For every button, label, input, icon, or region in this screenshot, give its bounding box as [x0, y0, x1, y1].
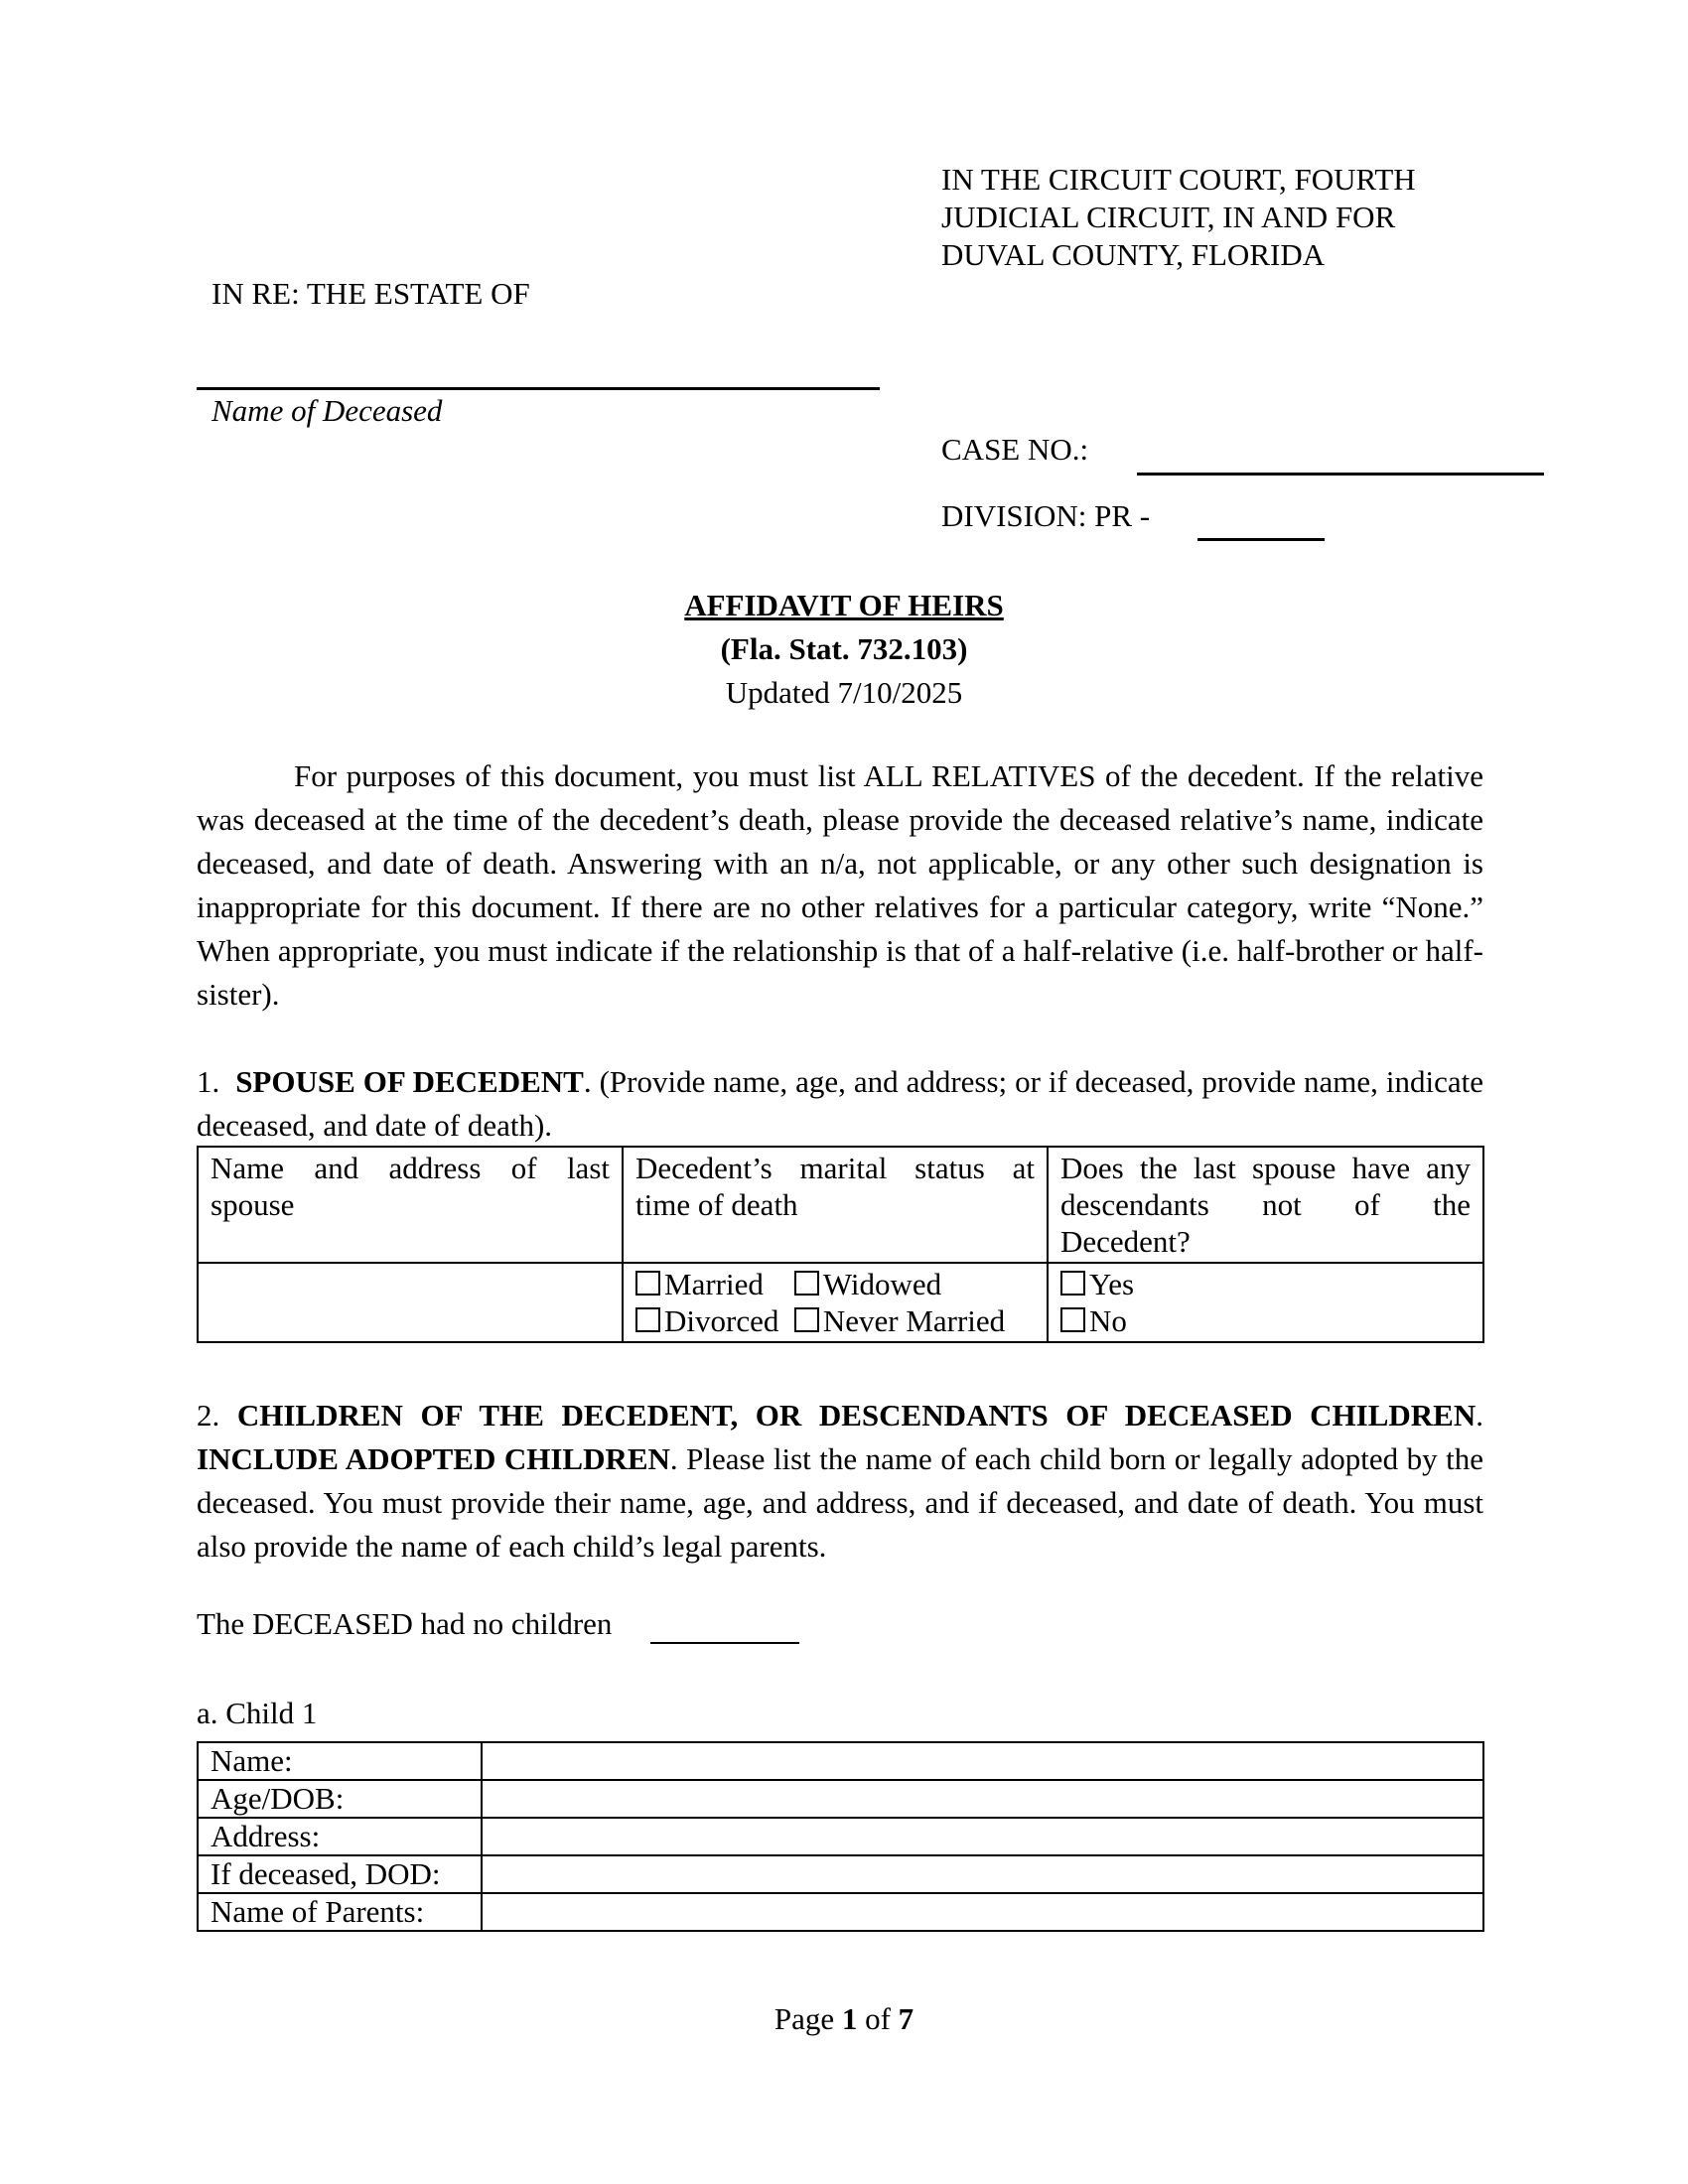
table-row [198, 1780, 1483, 1818]
court-line-1: IN THE CIRCUIT COURT, FOURTH [941, 162, 1416, 197]
never-married-checkbox[interactable] [794, 1307, 819, 1332]
yes-checkbox[interactable] [1060, 1271, 1085, 1296]
child-dod-label: If deceased, DOD: [198, 1855, 482, 1893]
option-divorced[interactable]: Divorced [635, 1303, 778, 1338]
statute-reference: (Fla. Stat. 732.103) [720, 631, 968, 666]
child-dod-field[interactable] [482, 1855, 1483, 1893]
section-1-text: . (Provide name, age, and address; or if deceased, provide name, indicate deceased, and date of death). [197, 1064, 1483, 1143]
no-checkbox[interactable] [1060, 1307, 1085, 1332]
court-line-3: DUVAL COUNTY, FLORIDA [941, 237, 1326, 272]
section-2-subtitle: INCLUDE ADOPTED CHILDREN [197, 1441, 670, 1476]
table-row [198, 1893, 1483, 1931]
child-name-label: Name: [198, 1742, 482, 1780]
spouse-table [197, 1146, 1484, 1343]
court-line-2: JUDICIAL CIRCUIT, IN AND FOR [941, 200, 1396, 234]
spouse-name-address-cell[interactable] [198, 1263, 623, 1342]
child-address-label: Address: [198, 1818, 482, 1855]
division-label: DIVISION: PR - [941, 498, 1151, 533]
child-name-field[interactable] [482, 1742, 1483, 1780]
no-children-field[interactable] [650, 1642, 799, 1644]
page-footer [0, 2001, 1688, 2037]
section-2-text: . Please list the name of each child born or legally adopted by the deceased. You must provide their name, age, and address, and if deceased, and date of death. You must also provide the name of each child’s legal parents. [197, 1441, 1483, 1564]
child-1-label: a. Child 1 [197, 1696, 318, 1730]
division-field[interactable] [1197, 538, 1325, 541]
spouse-col-name-address: Name and address of last spouse [198, 1147, 623, 1263]
child-1-table [197, 1741, 1484, 1932]
spouse-col-marital-status: Decedent’s marital status at time of death [623, 1147, 1048, 1263]
in-re-label: IN RE: THE ESTATE OF [211, 276, 530, 311]
spouse-table-header-row [198, 1147, 1483, 1263]
case-number-field[interactable] [1137, 473, 1544, 476]
no-children-label: The DECEASED had no children [197, 1606, 613, 1641]
option-no[interactable]: No [1060, 1302, 1471, 1339]
of-word: of [865, 2001, 891, 2036]
document-title-block [0, 584, 1688, 715]
intro-paragraph [197, 754, 1483, 1017]
page-number: 1 [841, 2001, 858, 2036]
descendants-options [1048, 1263, 1483, 1342]
court-heading [941, 161, 1416, 274]
page-total: 7 [898, 2001, 914, 2036]
child-age-field[interactable] [482, 1780, 1483, 1818]
table-row [198, 1742, 1483, 1780]
case-number-label: CASE NO.: [941, 432, 1089, 467]
spouse-col-descendants: Does the last spouse have any descendants not of the Decedent? [1048, 1147, 1483, 1263]
widowed-checkbox[interactable] [794, 1271, 819, 1296]
table-row [198, 1855, 1483, 1893]
document-title: AFFIDAVIT OF HEIRS [684, 588, 1004, 622]
option-widowed[interactable]: Widowed [794, 1267, 941, 1301]
child-address-field[interactable] [482, 1818, 1483, 1855]
marital-status-options [623, 1263, 1048, 1342]
section-2-number: 2. [197, 1398, 220, 1433]
section-2-heading: 2. CHILDREN OF THE DECEDENT, OR DESCENDANTS OF DECEASED CHILDREN. INCLUDE ADOPTED CHILDREN. Please list the name of each child born or legally adopted by the deceased. You must provide their name, age, and address, and if deceased, and date of death. You must also provide the name of each child’s legal parents. [197, 1398, 1483, 1564]
section-1-number: 1. [197, 1064, 220, 1099]
child-parents-label: Name of Parents: [198, 1893, 482, 1931]
child-age-label: Age/DOB: [198, 1780, 482, 1818]
divorced-checkbox[interactable] [635, 1307, 660, 1332]
option-yes[interactable]: Yes [1060, 1266, 1471, 1302]
option-never-married[interactable]: Never Married [794, 1303, 1005, 1338]
page-word: Page [774, 2001, 835, 2036]
updated-date: Updated 7/10/2025 [725, 675, 963, 710]
section-2-title: CHILDREN OF THE DECEDENT, OR DESCENDANTS OF DECEASED CHILDREN [236, 1398, 1477, 1433]
option-married[interactable]: Married [635, 1267, 764, 1301]
section-1-title: SPOUSE OF DECEDENT [235, 1064, 584, 1099]
married-checkbox[interactable] [635, 1271, 660, 1296]
deceased-name-field[interactable] [197, 387, 880, 390]
deceased-name-label: Name of Deceased [211, 393, 443, 428]
section-1-heading [197, 1060, 1483, 1148]
child-parents-field[interactable] [482, 1893, 1483, 1931]
table-row [198, 1818, 1483, 1855]
spouse-table-input-row [198, 1263, 1483, 1342]
intro-text: For purposes of this document, you must list ALL RELATIVES of the decedent. If the relative was deceased at the time of the decedent’s death, please provide the deceased relative’s name, indicate deceased, and date of death. Answering with an n/a, not applicable, or any other such designation is inappropriate for this document. If there are no other relatives for a particular category, write “None.” When appropriate, you must indicate if the relationship is that of a half-relative (i.e. half-brother or half-sister). [197, 758, 1483, 1012]
